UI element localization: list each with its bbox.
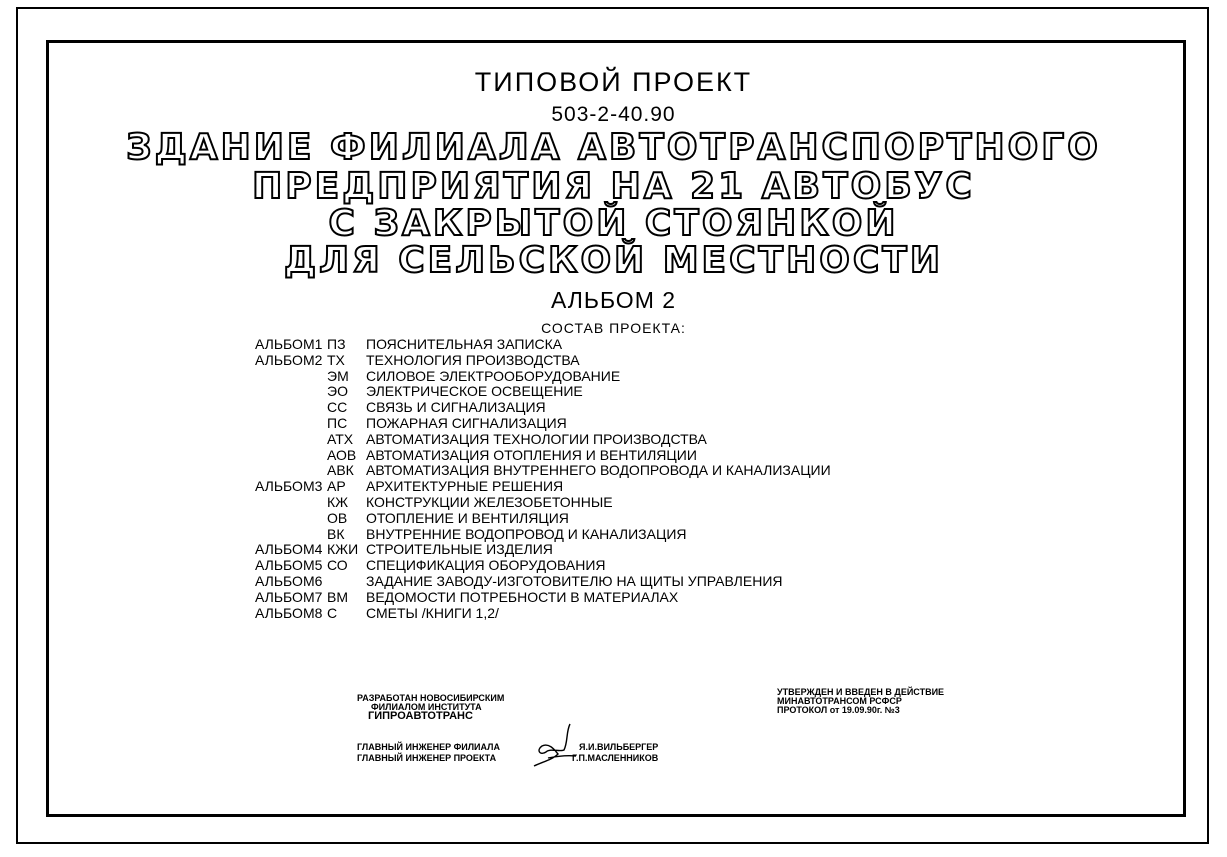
developed-by-line-1: РАЗРАБОТАН НОВОСИБИРСКИМ (357, 693, 505, 703)
title-line-4: ДЛЯ СЕЛЬСКОЙ МЕСТНОСТИ (284, 240, 943, 281)
section-code: ЭО (327, 383, 348, 400)
section-title: ВНУТРЕННИЕ ВОДОПРОВОД И КАНАЛИЗАЦИЯ (366, 525, 687, 542)
section-title: АВТОМАТИЗАЦИЯ ТЕХНОЛОГИИ ПРОИЗВОДСТВА (366, 430, 707, 447)
section-title: АВТОМАТИЗАЦИЯ ОТОПЛЕНИЯ И ВЕНТИЛЯЦИИ (366, 446, 697, 463)
album-name: АЛЬБОМ5 (255, 557, 323, 574)
section-title: СВЯЗЬ И СИГНАЛИЗАЦИЯ (366, 399, 546, 416)
album-name: АЛЬБОМ6 (255, 572, 323, 589)
album-name: АЛЬБОМ1 (255, 336, 323, 352)
section-code: АОВ (327, 446, 357, 463)
section-title: КОНСТРУКЦИИ ЖЕЛЕЗОБЕТОННЫЕ (366, 493, 613, 510)
developed-by-line-3: ГИПРОАВТОТРАНС (368, 710, 473, 722)
signature (530, 722, 580, 770)
album-name: АЛЬБОМ4 (255, 541, 323, 558)
album-name: АЛЬБОМ7 (255, 588, 323, 605)
section-title: ТЕХНОЛОГИЯ ПРОИЗВОДСТВА (366, 351, 580, 368)
section-title: АВТОМАТИЗАЦИЯ ВНУТРЕННЕГО ВОДОПРОВОДА И КАНАЛИЗАЦИИ (366, 462, 831, 479)
section-title: ВЕДОМОСТИ ПОТРЕБНОСТИ В МАТЕРИАЛАХ (366, 588, 679, 605)
section-title: АРХИТЕКТУРНЫЕ РЕШЕНИЯ (366, 478, 564, 495)
section-code: ВМ (327, 588, 348, 605)
approval-line-2: МИНАВТОТРАНСОМ РСФСР (777, 696, 902, 706)
chief-engineer-label: ГЛАВНЫЙ ИНЖЕНЕР ФИЛИАЛА (357, 742, 500, 752)
section-code: СС (327, 399, 348, 416)
section-code: АВК (327, 462, 354, 479)
section-title: ОТОПЛЕНИЕ И ВЕНТИЛЯЦИЯ (366, 509, 569, 526)
section-code: ПЗ (327, 336, 346, 352)
section-code: С (327, 604, 338, 621)
project-number: 503-2-40.90 (551, 103, 676, 126)
section-title: ПОЖАРНАЯ СИГНАЛИЗАЦИЯ (366, 414, 567, 431)
chief-engineer-name: Я.И.ВИЛЬБЕРГЕР (579, 742, 659, 752)
section-code: ТХ (327, 351, 345, 368)
project-type-label: ТИПОВОЙ ПРОЕКТ (474, 67, 753, 97)
section-title: СТРОИТЕЛЬНЫЕ ИЗДЕЛИЯ (366, 541, 553, 558)
section-code: ОВ (327, 509, 348, 526)
section-title: ПОЯСНИТЕЛЬНАЯ ЗАПИСКА (366, 336, 563, 352)
project-engineer-name: Г.П.МАСЛЕННИКОВ (572, 753, 659, 763)
title-line-2: ПРЕДПРИЯТИЯ НА 21 АВТОБУС (252, 166, 975, 207)
approval-line-1: УТВЕРЖДЕН И ВВЕДЕН В ДЕЙСТВИЕ (777, 687, 945, 697)
album-name: АЛЬБОМ3 (255, 478, 323, 495)
section-title: СМЕТЫ /КНИГИ 1,2/ (366, 604, 499, 621)
section-code: АР (327, 478, 346, 495)
developed-by-line-2: ФИЛИАЛОМ ИНСТИТУТА (371, 702, 482, 712)
section-title: СПЕЦИФИКАЦИЯ ОБОРУДОВАНИЯ (366, 557, 606, 574)
title-line-3: С ЗАКРЫТОЙ СТОЯНКОЙ (328, 203, 899, 244)
section-title: ЭЛЕКТРИЧЕСКОЕ ОСВЕЩЕНИЕ (366, 383, 583, 400)
title-line-1: ЗДАНИЕ ФИЛИАЛА АВТОТРАНСПОРТНОГО (126, 127, 1101, 168)
album-label: АЛЬБОМ 2 (550, 287, 677, 313)
section-title: СИЛОВОЕ ЭЛЕКТРООБОРУДОВАНИЕ (366, 367, 621, 384)
approval-line-3: ПРОТОКОЛ от 19.09.90г. №3 (777, 705, 900, 715)
section-code: ВК (327, 525, 345, 542)
section-code: КЖИ (327, 541, 359, 558)
album-name: АЛЬБОМ8 (255, 604, 323, 621)
section-code: ПС (327, 414, 348, 431)
section-code: СО (327, 557, 348, 574)
project-engineer-label: ГЛАВНЫЙ ИНЖЕНЕР ПРОЕКТА (357, 753, 497, 763)
section-code: АТХ (327, 430, 354, 447)
section-code: ЭМ (327, 367, 349, 384)
album-name: АЛЬБОМ2 (255, 351, 323, 368)
section-code: КЖ (327, 493, 349, 510)
section-title: ЗАДАНИЕ ЗАВОДУ-ИЗГОТОВИТЕЛЮ НА ЩИТЫ УПРАВЛЕНИЯ (366, 572, 783, 589)
composition-heading: СОСТАВ ПРОЕКТА: (541, 320, 686, 336)
